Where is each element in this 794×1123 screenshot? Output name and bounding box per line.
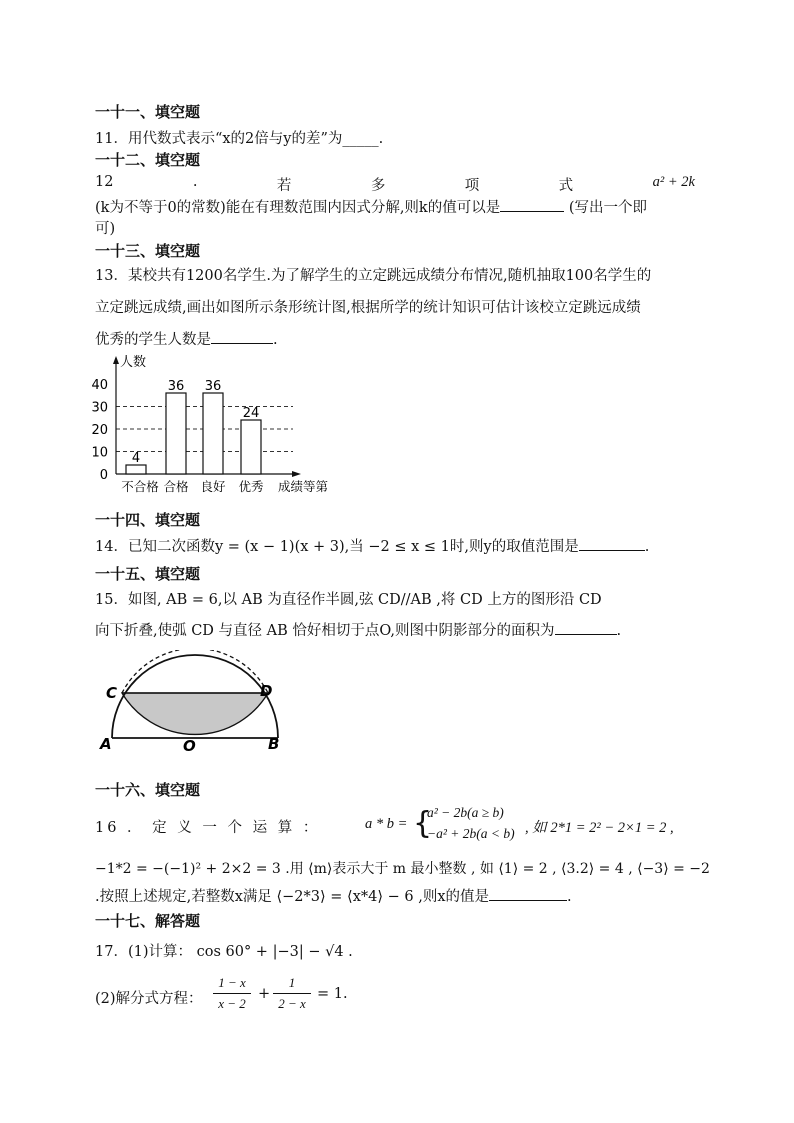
- bar-chart: [88, 350, 348, 500]
- bar: [203, 393, 223, 474]
- bar: [241, 420, 261, 474]
- question-14: 14．已知二次函数y = (x − 1)(x + 3),当 −2 ≤ x ≤ 1时,则y的取值范围是 .: [95, 539, 650, 555]
- q12-word: 式: [558, 178, 574, 194]
- y-tick-label: 0: [99, 468, 108, 483]
- question-15-line1: 15．如图, AB = 6,以 AB 为直径作半圆,弦 CD//AB ,将 CD 上方的图形沿 CD: [95, 592, 602, 608]
- x-tick-label: 不合格: [121, 479, 159, 494]
- bar-value-label: 24: [242, 406, 260, 421]
- bar-value-label: 36: [204, 379, 222, 394]
- label-o: O: [183, 737, 196, 755]
- question-13-line1: 13．某校共有1200名学生.为了解学生的立定跳远成绩分布情况,随机抽取100名学生的: [95, 268, 652, 284]
- question-17-part2: [95, 975, 395, 1015]
- q16-def-top: a² − 2b(a ≥ b): [427, 805, 504, 820]
- q12-word: 多: [370, 178, 386, 194]
- answer-blank[interactable]: [555, 622, 617, 635]
- question-16-line3: .按照上述规定,若整数x满足 ⟨−2*3⟩ = ⟨x*4⟩ − 6 ,则x的值是 .: [95, 889, 572, 905]
- q16-def-bottom: −a² + 2b(a < b): [427, 826, 515, 841]
- section-heading-14: 一十四、填空题: [95, 511, 201, 529]
- question-16-line2: −1*2 = −(−1)² + 2×2 = 3 .用 ⟨m⟩表示大于 m 最小整数 , 如 ⟨1⟩ = 2 , ⟨3.2⟩ = 4 , ⟨−3⟩ = −2: [95, 861, 710, 877]
- bar: [166, 393, 186, 474]
- fraction-2-numerator: 1: [288, 975, 296, 990]
- section-heading-12: 一十二、填空题: [95, 151, 201, 169]
- y-tick-label: 40: [91, 378, 108, 393]
- section-heading-11: 一十一、填空题: [95, 103, 201, 121]
- question-12-line2: [95, 196, 647, 217]
- question-13-line3: 优秀的学生人数是 .: [95, 332, 278, 348]
- q12-dot: .: [192, 174, 198, 190]
- fraction-2: [273, 975, 311, 1012]
- fraction-bar: [273, 993, 311, 994]
- label-a: A: [100, 735, 112, 753]
- bar: [126, 465, 146, 474]
- y-axis-label: 人数: [120, 355, 147, 370]
- q13-line3-text: 优秀的学生人数是: [95, 332, 211, 348]
- section-heading-15: 一十五、填空题: [95, 565, 201, 583]
- question-17-part1: 17．(1)计算： cos 60° + |−3| − √4 .: [95, 944, 353, 960]
- question-12-line1: [95, 174, 695, 195]
- question-16-line1: [95, 805, 695, 844]
- label-d: D: [260, 682, 273, 700]
- q12-line2-text: (k为不等于0的常数)能在有理数范围内因式分解,则k的值可以是: [95, 200, 501, 216]
- q15-line2-text: 向下折叠,使弧 CD 与直径 AB 恰好相切于点O,则图中阴影部分的面积为: [95, 623, 555, 639]
- q12-line2-end: (写出一个即: [568, 200, 648, 216]
- q17-tail: = 1.: [317, 986, 348, 1002]
- q17-part2-lead: (2)解分式方程：: [95, 991, 203, 1007]
- x-tick-label: 合格: [163, 479, 189, 494]
- section-heading-17: 一十七、解答题: [95, 912, 201, 930]
- answer-blank[interactable]: [500, 199, 564, 212]
- question-12-line3: 可): [95, 221, 116, 237]
- fraction-bar: [213, 993, 251, 994]
- q16-lead: 16 ． 定 义 一 个 运 算 ：: [95, 820, 321, 836]
- plus-sign: +: [258, 986, 271, 1002]
- y-axis-arrow-icon: [113, 356, 119, 364]
- question-13-line2: 立定跳远成绩,画出如图所示条形统计图,根据所学的统计知识可估计该校立定跳远成绩: [95, 300, 641, 316]
- x-tick-label: 优秀: [238, 479, 264, 494]
- q16-operator: a * b =: [365, 816, 408, 832]
- q16-line3-text: .按照上述规定,若整数x满足 ⟨−2*3⟩ = ⟨x*4⟩ − 6 ,则x的值是: [95, 889, 489, 905]
- q12-num: 12: [95, 174, 114, 190]
- semicircle-fold-figure: [98, 650, 298, 760]
- label-b: B: [268, 735, 280, 753]
- x-axis-arrow-icon: [292, 471, 301, 477]
- q16-example1: , 如 2*1 = 2² − 2×1 = 2 ,: [525, 820, 674, 836]
- question-15-line2: 向下折叠,使弧 CD 与直径 AB 恰好相切于点O,则图中阴影部分的面积为 .: [95, 623, 622, 639]
- fraction-2-denominator: 2 − x: [278, 996, 306, 1011]
- fraction-1: [213, 975, 251, 1012]
- bar-value-label: 4: [131, 451, 141, 466]
- question-11: 11．用代数式表示“x的2倍与y的差”为_____.: [95, 131, 384, 147]
- y-tick-label: 10: [91, 445, 108, 461]
- label-c: C: [106, 684, 118, 702]
- x-tick-label: 良好: [200, 479, 226, 494]
- fraction-1-numerator: 1 − x: [218, 975, 246, 990]
- x-axis-label: 成绩等第: [278, 479, 329, 494]
- q12-expression: a² + 2k: [652, 174, 695, 190]
- left-brace-icon: {: [413, 806, 433, 841]
- answer-blank[interactable]: [579, 538, 645, 551]
- fraction-1-denominator: x − 2: [218, 996, 246, 1011]
- q14-text: 14．已知二次函数y = (x − 1)(x + 3),当 −2 ≤ x ≤ 1时,则y的取值范围是: [95, 539, 579, 555]
- answer-blank[interactable]: [211, 331, 273, 344]
- section-heading-13: 一十三、填空题: [95, 242, 201, 260]
- y-tick-label: 30: [91, 400, 108, 416]
- answer-blank[interactable]: [489, 888, 567, 901]
- y-tick-label: 20: [91, 423, 108, 438]
- q12-word: 项: [464, 178, 480, 194]
- bar-value-label: 36: [167, 379, 185, 394]
- shaded-region: [122, 693, 268, 734]
- q12-word: 若: [276, 178, 292, 194]
- section-heading-16: 一十六、填空题: [95, 781, 201, 799]
